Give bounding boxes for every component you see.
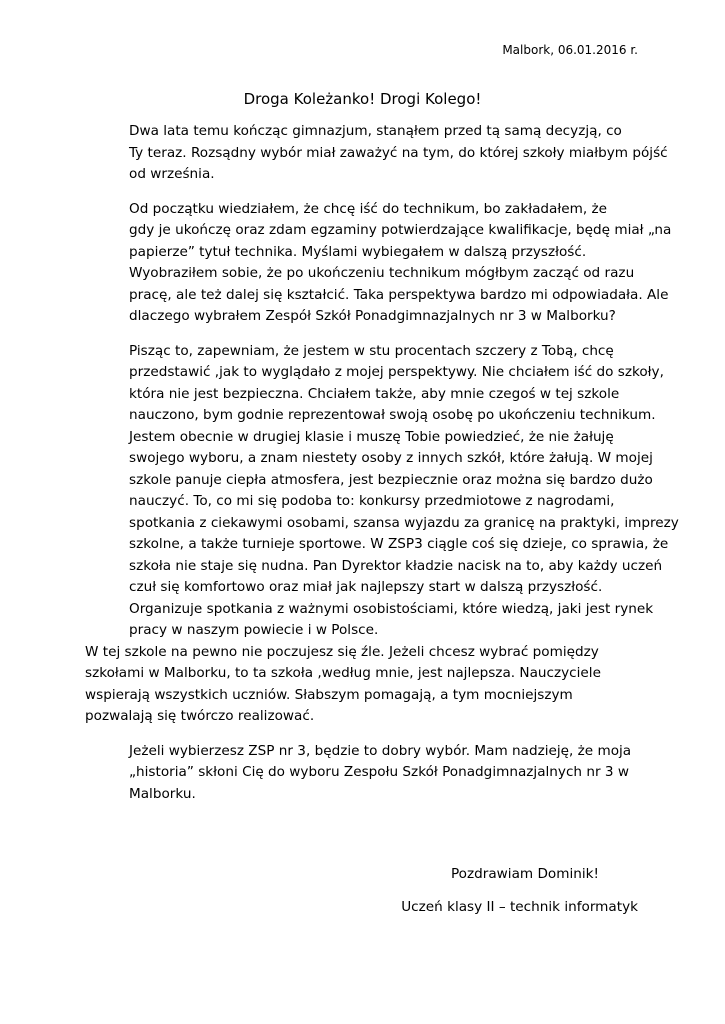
text-line: pracę, ale też dalej się kształcić. Taka perspektywa bardzo mi odpowiadała. Ale <box>129 286 669 303</box>
dateline: Malbork, 06.01.2016 r. <box>502 43 638 57</box>
greeting: Droga Koleżanko! Drogi Kolego! <box>243 90 482 108</box>
signature-line: Uczeń klasy II – technik informatyk <box>401 899 638 915</box>
text-line: szkole panuje ciepła atmosfera, jest bezpiecznie oraz można się bardzo dużo <box>129 471 653 488</box>
paragraph-4 <box>85 642 645 728</box>
text-line: Jeżeli wybierzesz ZSP nr 3, będzie to dobry wybór. Mam nadzieję, że moja <box>129 742 632 759</box>
paragraph-1 <box>85 121 668 186</box>
text-line: nauczyć. To, co mi się podoba to: konkursy przedmiotowe z nagrodami, <box>129 493 615 509</box>
text-line: od września. <box>129 166 215 182</box>
text-line: pracy w naszym powiecie i w Polsce. <box>129 622 379 638</box>
text-line: W tej szkole na pewno nie poczujesz się źle. Jeżeli chcesz wybrać pomiędzy <box>85 643 599 660</box>
text-line: nauczono, bym godnie reprezentował swoją osobę po ukończeniu technikum. <box>129 407 656 423</box>
closing-greeting: Pozdrawiam Dominik! <box>450 866 599 882</box>
text-line: Pisząc to, zapewniam, że jestem w stu procentach szczery z Tobą, chcę <box>129 342 614 359</box>
text-line: „historia” skłoni Cię do wyboru Zespołu Szkół Ponadgimnazjalnych nr 3 w <box>129 764 629 780</box>
text-line: Wyobraziłem sobie, że po ukończeniu technikum mógłbym zacząć od razu <box>129 265 635 281</box>
text-line: Od początku wiedziałem, że chcę iść do technikum, bo zakładałem, że <box>129 200 607 217</box>
text-line: szkoła nie staje się nudna. Pan Dyrektor kładzie nacisk na to, aby każdy uczeń <box>129 557 663 574</box>
paragraph-3 <box>85 341 679 642</box>
text-line: spotkania z ciekawymi osobami, szansa wyjazdu za granicę na praktyki, imprezy <box>129 514 679 531</box>
text-line: gdy je ukończę oraz zdam egzaminy potwierdzające kwalifikacje, będę miał „na <box>129 222 672 238</box>
text-line: Malborku. <box>129 785 196 802</box>
text-line: swojego wyboru, a znam niestety osoby z innych szkół, które żałują. W mojej <box>129 450 653 466</box>
text-line: szkolne, a także turnieje sportowe. W ZSP3 ciągle coś się dzieje, co sprawia, że <box>129 536 669 552</box>
text-line: szkołami w Malborku, to ta szkoła ,według mnie, jest najlepsza. Nauczyciele <box>85 665 601 681</box>
text-line: papierze” tytuł technika. Myślami wybiegałem w dalszą przyszłość. <box>129 243 587 260</box>
text-line: wspierają wszystkich uczniów. Słabszym pomagają, a tym mocniejszym <box>85 686 573 703</box>
text-line: która nie jest bezpieczna. Chciałem także, aby mnie czegoś w tej szkole <box>129 385 620 402</box>
paragraph-2 <box>85 199 672 328</box>
text-line: dlaczego wybrałem Zespół Szkół Ponadgimnazjalnych nr 3 w Malborku? <box>129 308 616 324</box>
text-line: przedstawić ,jak to wyglądało z mojej perspektywy. Nie chciałem iść do szkoły, <box>129 364 664 380</box>
text-line: Ty teraz. Rozsądny wybór miał zaważyć na tym, do której szkoły miałbym pójść <box>129 144 668 161</box>
text-line: Dwa lata temu kończąc gimnazjum, stanąłem przed tą samą decyzją, co <box>129 123 622 139</box>
paragraph-5 <box>85 741 645 806</box>
letter-body <box>85 121 679 805</box>
text-line: Jestem obecnie w drugiej klasie i muszę Tobie powiedzieć, że nie żałuję <box>129 428 614 445</box>
text-line: czuł się komfortowo oraz miał jak najlepszy start w dalszą przyszłość. <box>129 579 603 595</box>
text-line: Organizuje spotkania z ważnymi osobistościami, które wiedzą, jaki jest rynek <box>129 600 654 617</box>
text-line: pozwalają się twórczo realizować. <box>85 708 315 724</box>
